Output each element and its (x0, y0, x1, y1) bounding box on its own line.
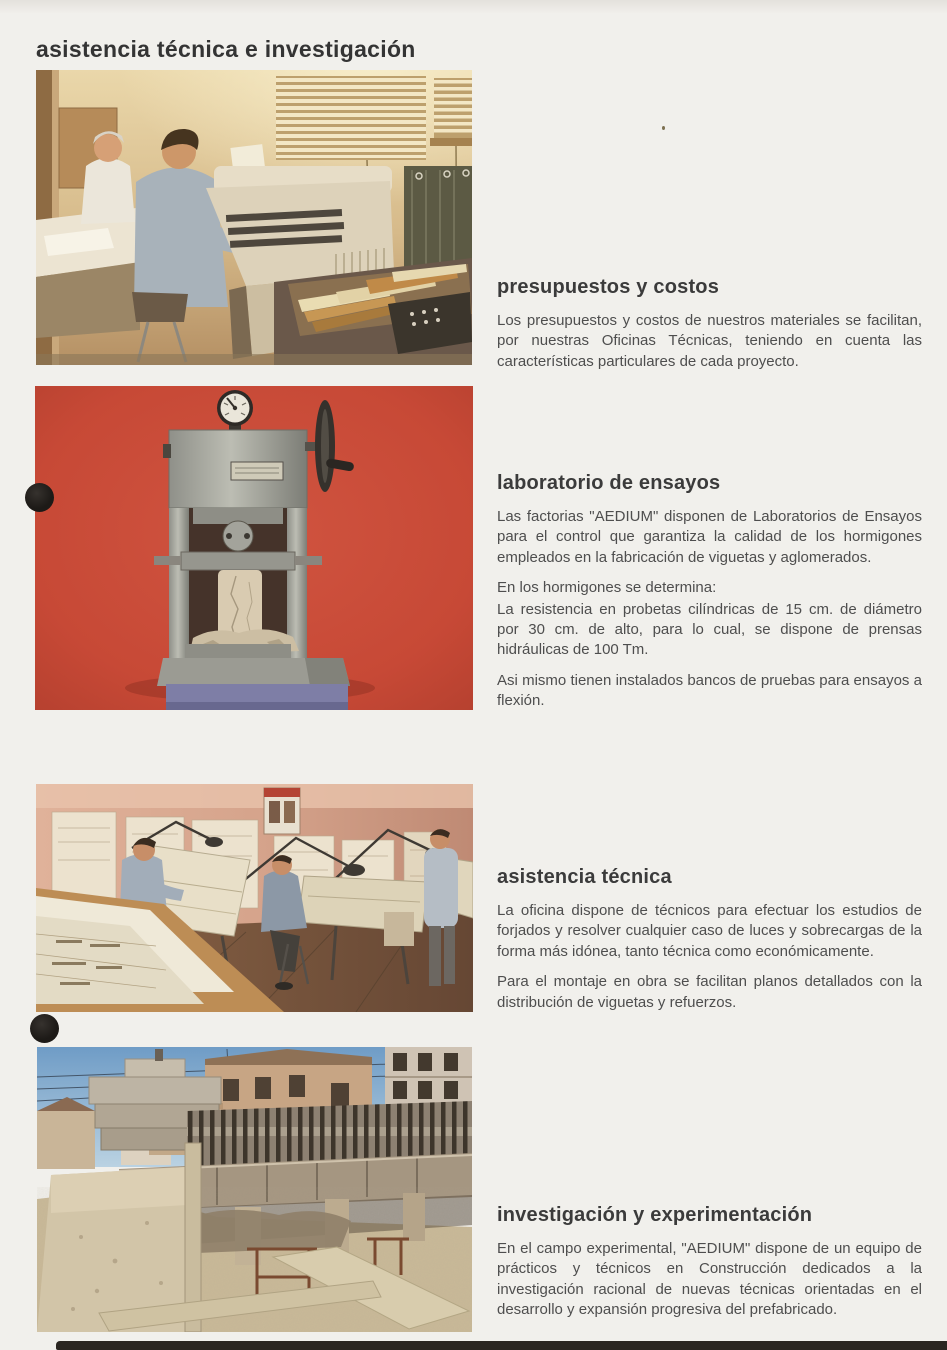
section-investigacion (497, 1204, 922, 1331)
section-heading: laboratorio de ensayos (497, 472, 721, 494)
draftsman-right (424, 829, 458, 986)
page-title: asistencia técnica e investigación (36, 36, 416, 62)
wall-calendar (264, 788, 300, 834)
section-paragraph: La oficina dispone de técnicos para efectuar los estudios de forjados y resolver cualquier caso de luces y sobrecargas de la forma más idónea, tanto técnica como económicamente. (497, 902, 922, 960)
person-old-man (81, 158, 135, 224)
photo-drafting-office (36, 784, 473, 1012)
photo-test-press (35, 386, 473, 710)
side-cart (384, 912, 414, 946)
scan-top-shadow (0, 0, 947, 14)
site-scene-illustration (37, 1047, 472, 1332)
binder-hole-bottom (30, 1014, 59, 1043)
section-paragraph: Las factorias "AEDIUM" disponen de Laboratorios de Ensayos para el control que garantiza la calidad de los hormigones empleados en la fabricación de viguetas y aglomerados. (497, 508, 922, 566)
section-asistencia (497, 866, 922, 1023)
section-heading: asistencia técnica (497, 866, 672, 888)
scan-edge-shadow (56, 1341, 947, 1350)
section-paragraph: Asi mismo tienen instalados bancos de pruebas para ensayos a flexión. (497, 671, 922, 710)
drafting-scene-illustration (36, 784, 473, 1012)
section-heading: presupuestos y costos (497, 276, 720, 298)
press-scene-illustration (35, 386, 473, 710)
section-presupuestos (497, 276, 922, 382)
photo-site-test-bench (37, 1047, 472, 1332)
binder-hole-top (25, 483, 54, 512)
photo-office-budget (36, 70, 472, 365)
section-laboratorio (497, 472, 922, 722)
dust-speck (662, 126, 665, 130)
section-paragraph: Los presupuestos y costos de nuestros materiales se facilitan, por nuestras Oficinas Técnicas, teniendo en cuenta las características particulares de cada proyecto. (497, 312, 922, 370)
section-paragraph: Para el montaje en obra se facilitan planos detallados con la distribución de viguetas y refuerzos. (497, 973, 922, 1011)
section-heading: investigación y experimentación (497, 1204, 813, 1226)
office-scene-illustration (36, 70, 472, 365)
section-paragraph: En los hormigones se determina: (497, 579, 717, 597)
section-paragraph: La resistencia en probetas cilíndricas de 15 cm. de diámetro por 30 cm. de alto, para lo cual, se dispone de prensas hidráulicas de 100 Tm. (497, 600, 922, 659)
section-paragraph: En el campo experimental, "AEDIUM" dispone de un equipo de prácticos y técnicos en Construcción dedicados a la investigación racional de nuevas técnicas orientadas en el desarrollo y expansión progresiva del prefabricado. (497, 1240, 922, 1319)
